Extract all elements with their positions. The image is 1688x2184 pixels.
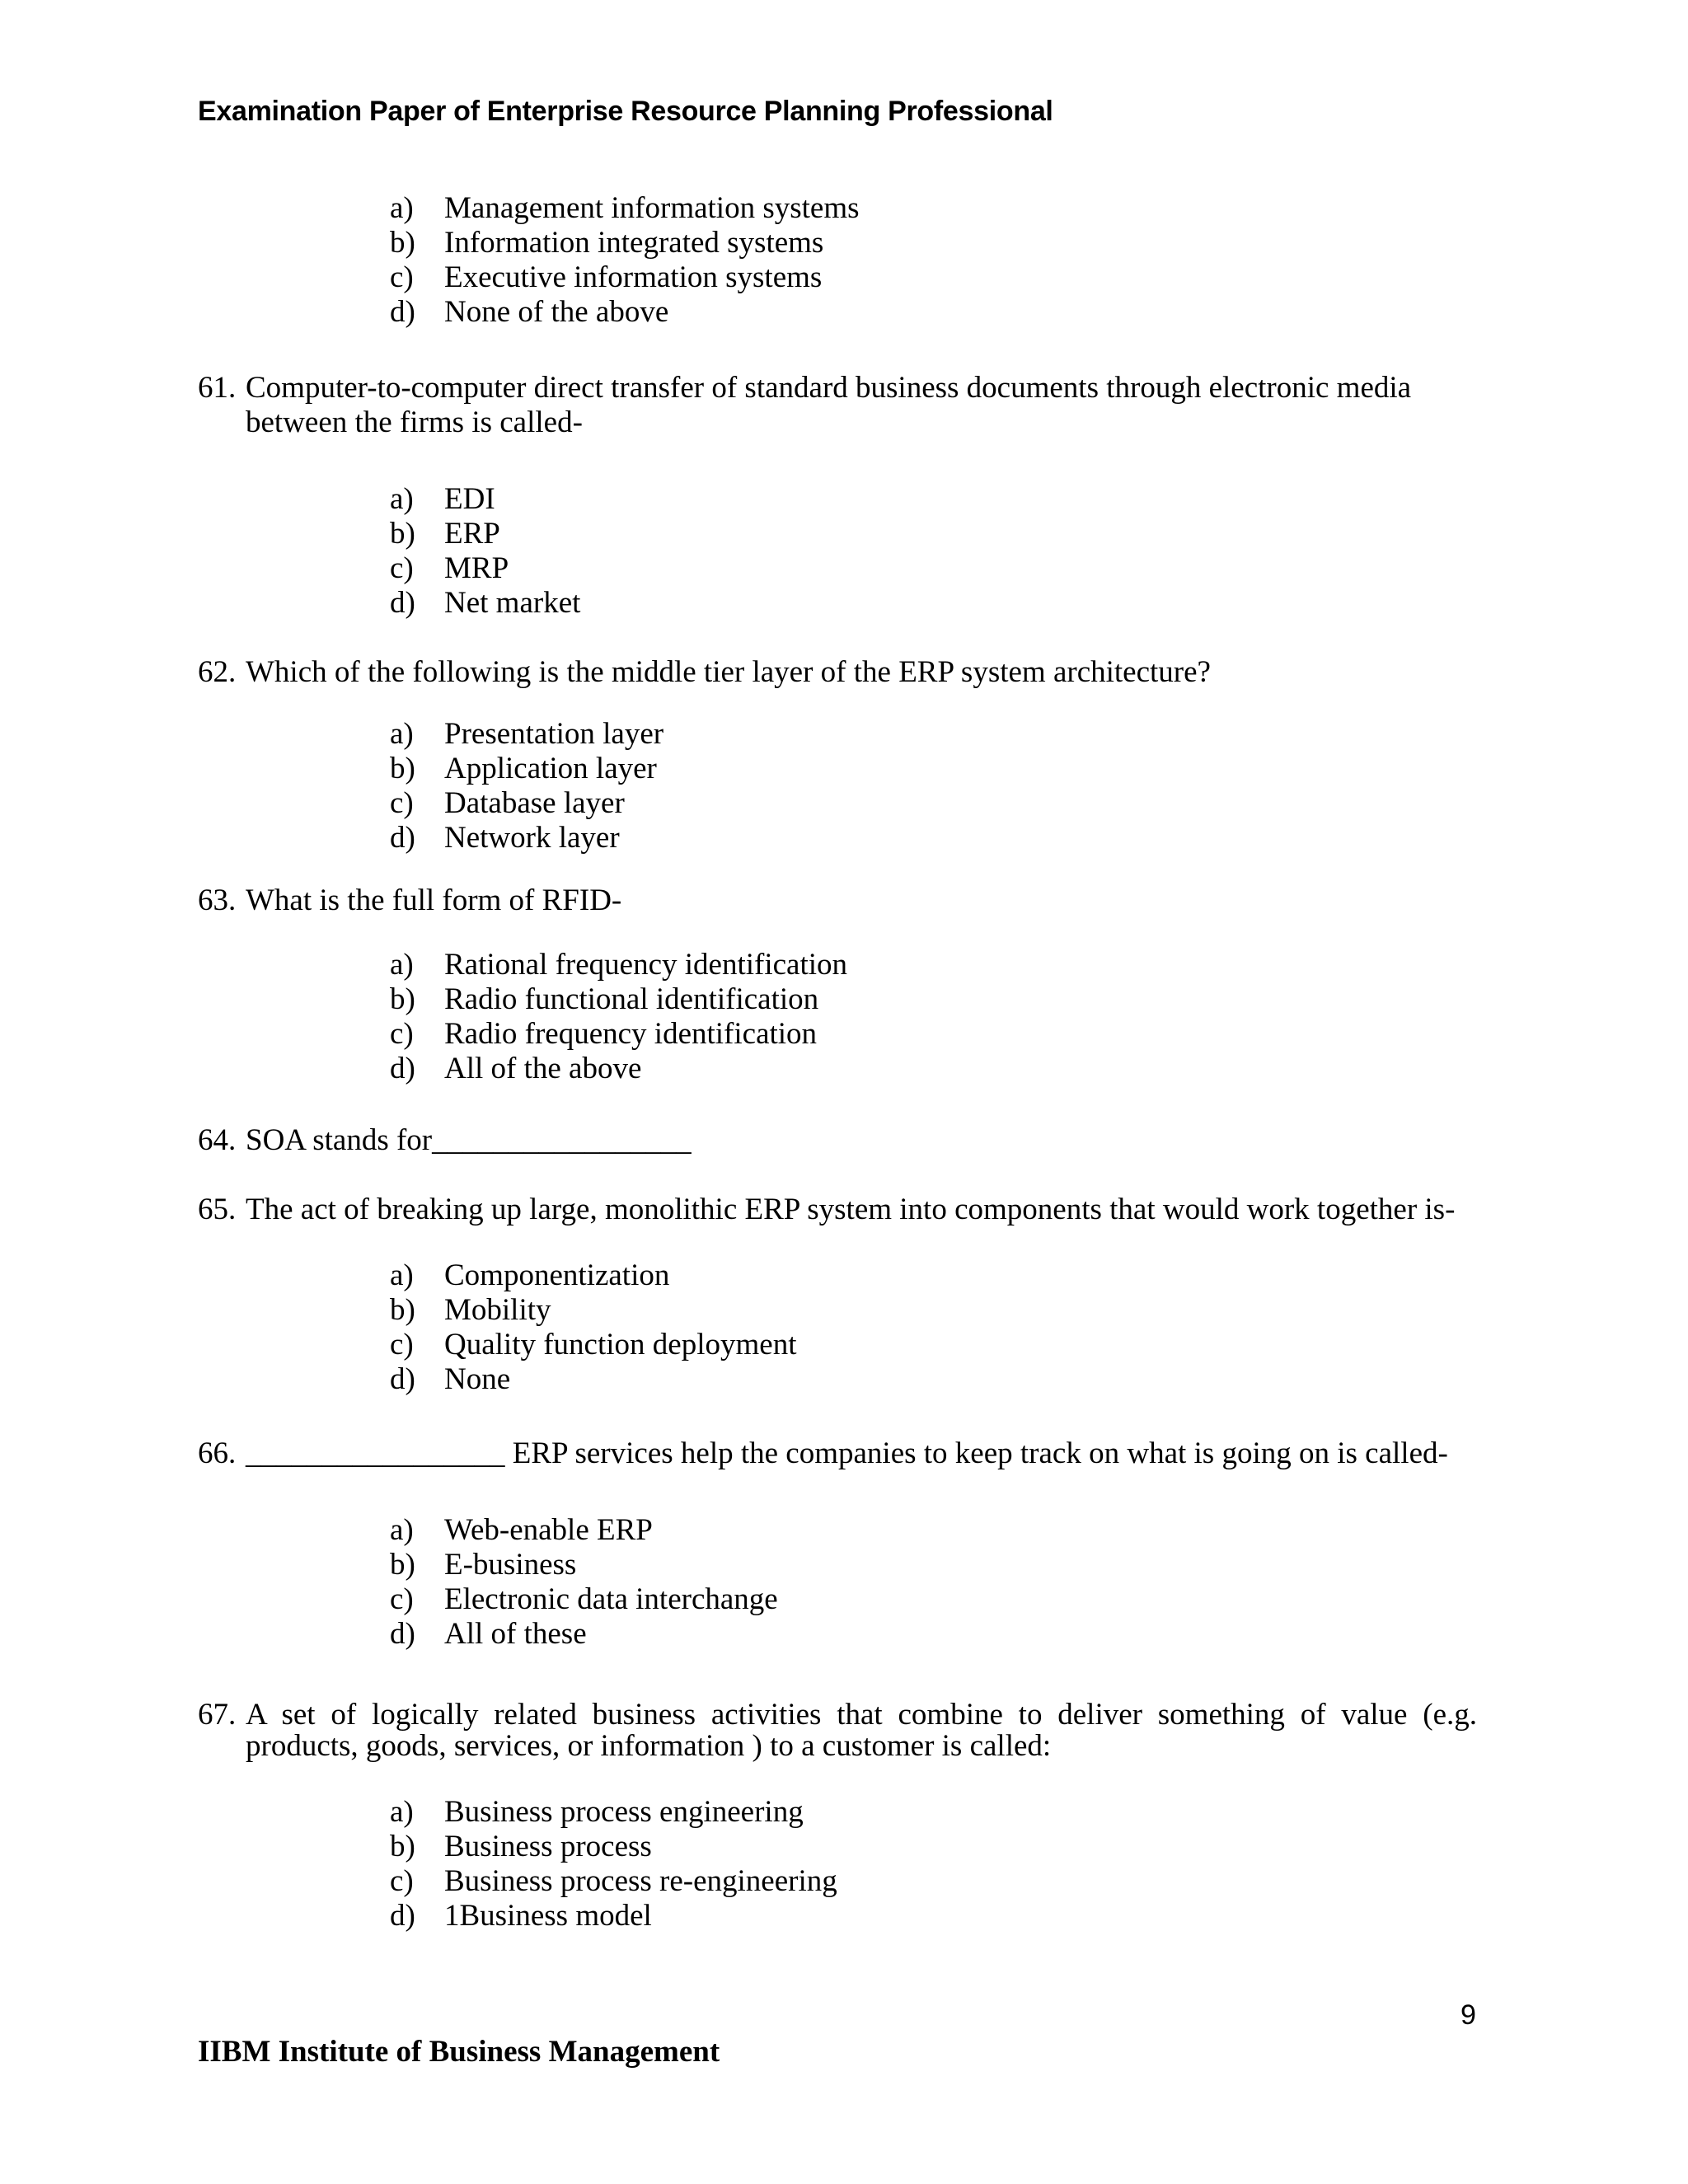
option-letter: c) [390,551,414,585]
option-letter: b) [390,226,415,260]
question-text: _________________ ERP services help the companies to keep track on what is going on is called- [246,1436,1448,1470]
option-text: Radio functional identification [444,982,819,1016]
question-65 [198,1193,1477,1227]
option-letter: c) [390,786,414,820]
question-number: 63. [198,883,237,917]
option-text: Presentation layer [444,717,664,751]
option-letter: a) [390,1795,414,1829]
option-letter: b) [390,517,415,551]
option-letter: d) [390,1899,415,1933]
option-item [390,717,663,752]
option-letter: a) [390,948,414,982]
option-item [390,752,663,786]
option-letter: d) [390,1362,415,1396]
option-text: Business process [444,1830,652,1863]
option-text: Management information systems [444,191,860,225]
page-footer-institution: IIBM Institute of Business Management [198,2035,720,2069]
option-item [390,1899,837,1933]
option-item [390,1293,796,1328]
option-text: Business process re-engineering [444,1864,837,1898]
option-item [390,1548,778,1582]
option-item [390,1864,837,1899]
option-item [390,551,580,586]
option-item [390,1830,837,1864]
option-text: Mobility [444,1293,551,1327]
option-text: 1Business model [444,1899,652,1933]
page-number: 9 [1461,1999,1476,2031]
question-61-options [390,482,580,621]
option-item [390,226,860,260]
option-text: EDI [444,482,495,516]
option-letter: c) [390,1582,414,1616]
question-text: Which of the following is the middle tier layer of the ERP system architecture? [246,655,1211,689]
option-text: Electronic data interchange [444,1582,778,1616]
option-letter: b) [390,982,415,1016]
option-letter: d) [390,1052,415,1085]
continued-options-list [390,191,860,330]
question-number: 67. [198,1698,237,1732]
option-item [390,586,580,621]
option-item [390,786,663,821]
option-letter: c) [390,1017,414,1051]
option-letter: b) [390,1293,415,1327]
option-text: Quality function deployment [444,1328,797,1361]
question-65-options [390,1258,796,1397]
option-item [390,1795,837,1830]
option-text: None [444,1362,511,1396]
option-text: Executive information systems [444,260,823,294]
question-63 [198,883,1477,918]
page-header-title: Examination Paper of Enterprise Resource Planning Professional [198,96,1053,127]
option-item [390,1258,796,1293]
question-62-options [390,717,663,855]
option-text: All of the above [444,1052,642,1085]
option-item [390,1328,796,1362]
option-text: Application layer [444,752,657,785]
option-letter: b) [390,752,415,785]
question-number: 65. [198,1193,237,1226]
option-letter: c) [390,1864,414,1898]
question-text: The act of breaking up large, monolithic ERP system into components that would work together is- [246,1193,1456,1226]
option-letter: c) [390,1328,414,1361]
option-text: None of the above [444,295,669,329]
option-text: Rational frequency identification [444,948,848,982]
option-item [390,517,580,551]
question-64 [198,1123,1477,1158]
question-text: Computer-to-computer direct transfer of standard business documents through electronic media between the firms is called- [246,371,1412,439]
question-number: 66. [198,1436,237,1470]
option-text: Net market [444,586,581,620]
option-letter: c) [390,260,414,294]
option-letter: a) [390,482,414,516]
option-item [390,191,860,226]
option-letter: d) [390,295,415,329]
question-62 [198,655,1477,690]
option-letter: a) [390,1513,414,1547]
option-item [390,1017,847,1052]
option-text: All of these [444,1617,587,1651]
option-text: Componentization [444,1258,670,1292]
option-text: ERP [444,517,500,551]
question-number: 64. [198,1123,237,1157]
question-number: 61. [198,371,237,405]
option-item [390,295,860,330]
option-item [390,1582,778,1617]
option-item [390,1052,847,1086]
option-item [390,1362,796,1397]
option-text: Information integrated systems [444,226,824,260]
option-text: Radio frequency identification [444,1017,818,1051]
option-item [390,260,860,295]
option-letter: d) [390,586,415,620]
option-text: Network layer [444,821,620,855]
question-text: A set of logically related business activities that combine to deliver something of value (e.g. products, goods, services, or information ) to a customer is called: [246,1698,1477,1763]
option-letter: a) [390,191,414,225]
option-item [390,1617,778,1652]
option-text: Web-enable ERP [444,1513,653,1547]
option-letter: a) [390,1258,414,1292]
option-letter: b) [390,1830,415,1863]
option-item [390,821,663,855]
option-item [390,1513,778,1548]
question-67-options [390,1795,837,1933]
question-number: 62. [198,655,237,689]
question-66-options [390,1513,778,1652]
question-61 [198,371,1477,440]
option-text: E-business [444,1548,577,1582]
question-67 [198,1699,1477,1762]
question-text: SOA stands for_________________ [246,1123,692,1157]
question-text: What is the full form of RFID- [246,883,622,917]
question-63-options [390,948,847,1086]
option-letter: d) [390,821,415,855]
option-text: MRP [444,551,509,585]
option-letter: a) [390,717,414,751]
option-text: Database layer [444,786,625,820]
option-letter: d) [390,1617,415,1651]
option-item [390,982,847,1017]
question-66 [198,1436,1477,1471]
option-letter: b) [390,1548,415,1582]
option-item [390,948,847,982]
option-item [390,482,580,517]
option-text: Business process engineering [444,1795,804,1829]
